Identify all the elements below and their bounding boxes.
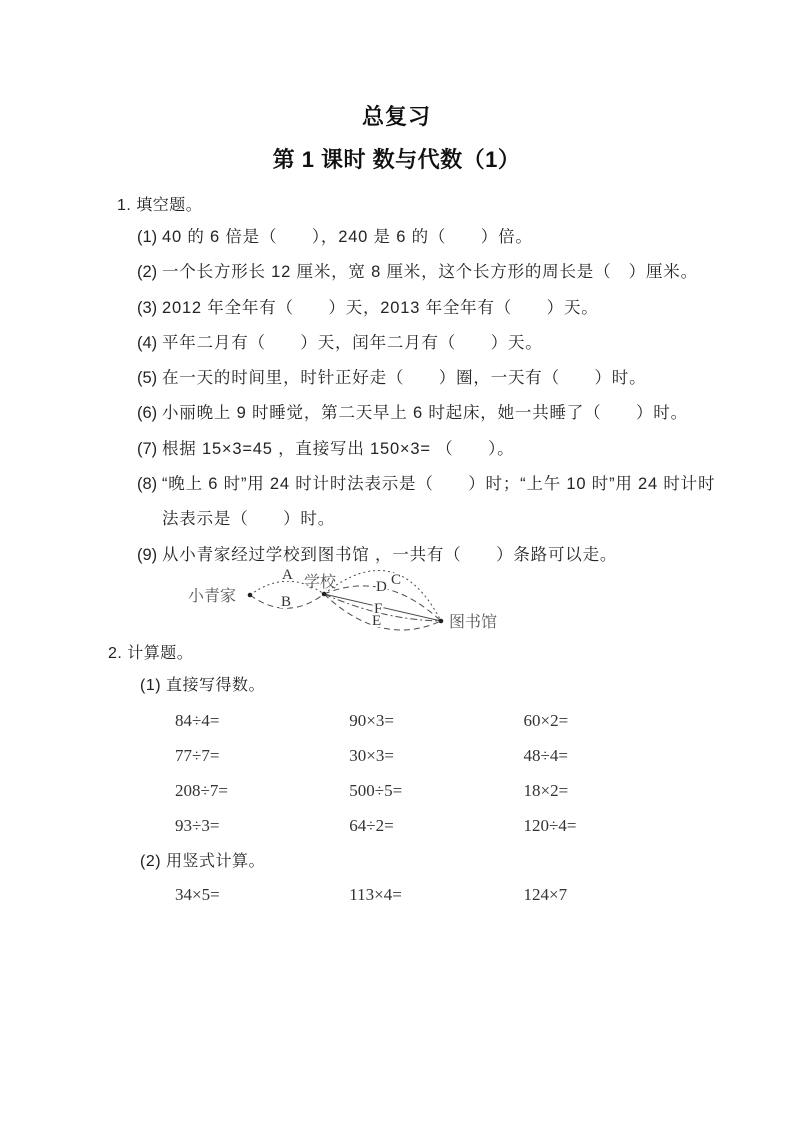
expression: 60×2= — [523, 711, 569, 730]
route-f-label: F — [374, 601, 383, 617]
expression: 120÷4= — [523, 816, 577, 835]
item-number: (1) — [137, 228, 158, 246]
item-text: 从小青家经过学校到图书馆 ，一共有（ ）条路可以走。 — [162, 545, 618, 564]
home-node-dot — [248, 593, 253, 598]
fill-item-7 — [137, 432, 737, 467]
item-text: 小丽晚上 9 时睡觉，第二天早上 6 时起床，她一共睡了（ ）时。 — [162, 404, 688, 423]
expression: 64÷2= — [349, 816, 394, 835]
expression: 93÷3= — [175, 816, 220, 835]
item-number: (9) — [137, 545, 158, 564]
vertical-calc-row — [175, 877, 694, 912]
library-node-dot — [439, 619, 444, 624]
item-text: 根据 15×3=45 ，直接写出 150×3= （ ）。 — [162, 439, 515, 458]
fill-item-4 — [137, 326, 737, 361]
route-a-label: A — [282, 567, 293, 583]
school-label: 学校 — [304, 574, 337, 591]
item-number: (2) — [137, 263, 158, 282]
section-2-heading: 2. 计算题。 — [108, 645, 194, 662]
route-e-curve — [324, 594, 441, 630]
item-number: (3) — [137, 298, 158, 317]
library-label: 图书馆 — [449, 614, 498, 631]
expression: 500÷5= — [349, 781, 403, 800]
item-text: 在一天的时间里，时针正好走（ ）圈，一天有（ ）时。 — [162, 369, 647, 388]
expression: 48÷4= — [523, 746, 568, 765]
fill-item-2 — [137, 255, 737, 290]
expression: 90×3= — [349, 711, 394, 730]
doc-title: 总复习 — [361, 104, 431, 129]
grid-row — [175, 738, 694, 773]
fill-item-3 — [137, 291, 737, 326]
route-c-label: C — [391, 572, 402, 588]
expression: 208÷7= — [175, 781, 228, 800]
item-number: (5) — [137, 369, 158, 388]
expression: 30×3= — [349, 746, 394, 765]
expression: 34×5= — [175, 885, 220, 904]
item-text-line-2: 法表示是（ ）时。 — [162, 510, 335, 529]
expression: 113×4= — [349, 885, 402, 904]
item-text: 一个长方形长 12 厘米，宽 8 厘米，这个长方形的周长是（ ）厘米。 — [162, 263, 698, 282]
doc-subtitle: 第 1 课时 数与代数（1） — [272, 147, 521, 172]
grid-row — [175, 877, 694, 912]
item-number: (6) — [137, 404, 158, 423]
item-text-line-1: “晚上 6 时”用 24 时计时法表示是（ ）时；“上午 10 时”用 24 时计时 — [162, 475, 716, 494]
section-1-heading: 1. 填空题。 — [117, 197, 203, 214]
expression: 18×2= — [523, 781, 569, 800]
route-e-label: E — [372, 613, 382, 629]
grid-row — [175, 703, 694, 738]
school-library-straight-line — [324, 594, 441, 621]
expression: 77÷7= — [175, 746, 220, 765]
fill-item-5 — [137, 361, 737, 396]
home-label: 小青家 — [188, 588, 237, 605]
item-text — [162, 467, 715, 538]
direct-calc-label: (1) 直接写得数。 — [140, 677, 266, 694]
grid-row — [175, 773, 694, 808]
item-text: 40 的 6 倍是（ ），240 是 6 的（ ）倍。 — [162, 228, 533, 246]
direct-calc-grid — [175, 703, 694, 843]
fill-item-8 — [137, 467, 737, 538]
item-number: (8) — [137, 475, 158, 494]
grid-row — [175, 808, 694, 843]
item-text: 平年二月有（ ）天，闰年二月有（ ）天。 — [162, 333, 543, 352]
item-text: 2012 年全年有（ ）天，2013 年全年有（ ）天。 — [162, 298, 599, 317]
route-b-label: B — [281, 594, 292, 610]
route-d-label: D — [376, 579, 387, 595]
expression: 84÷4= — [175, 711, 220, 730]
fill-item-6 — [137, 396, 737, 431]
expression: 124×7 — [523, 885, 568, 904]
fill-item-1 — [137, 220, 737, 255]
route-diagram — [185, 556, 505, 656]
fill-in-items — [137, 220, 737, 573]
school-node-dot — [322, 592, 327, 597]
item-number: (7) — [137, 439, 158, 458]
vertical-calc-label: (2) 用竖式计算。 — [140, 853, 266, 870]
item-number: (4) — [137, 333, 158, 352]
